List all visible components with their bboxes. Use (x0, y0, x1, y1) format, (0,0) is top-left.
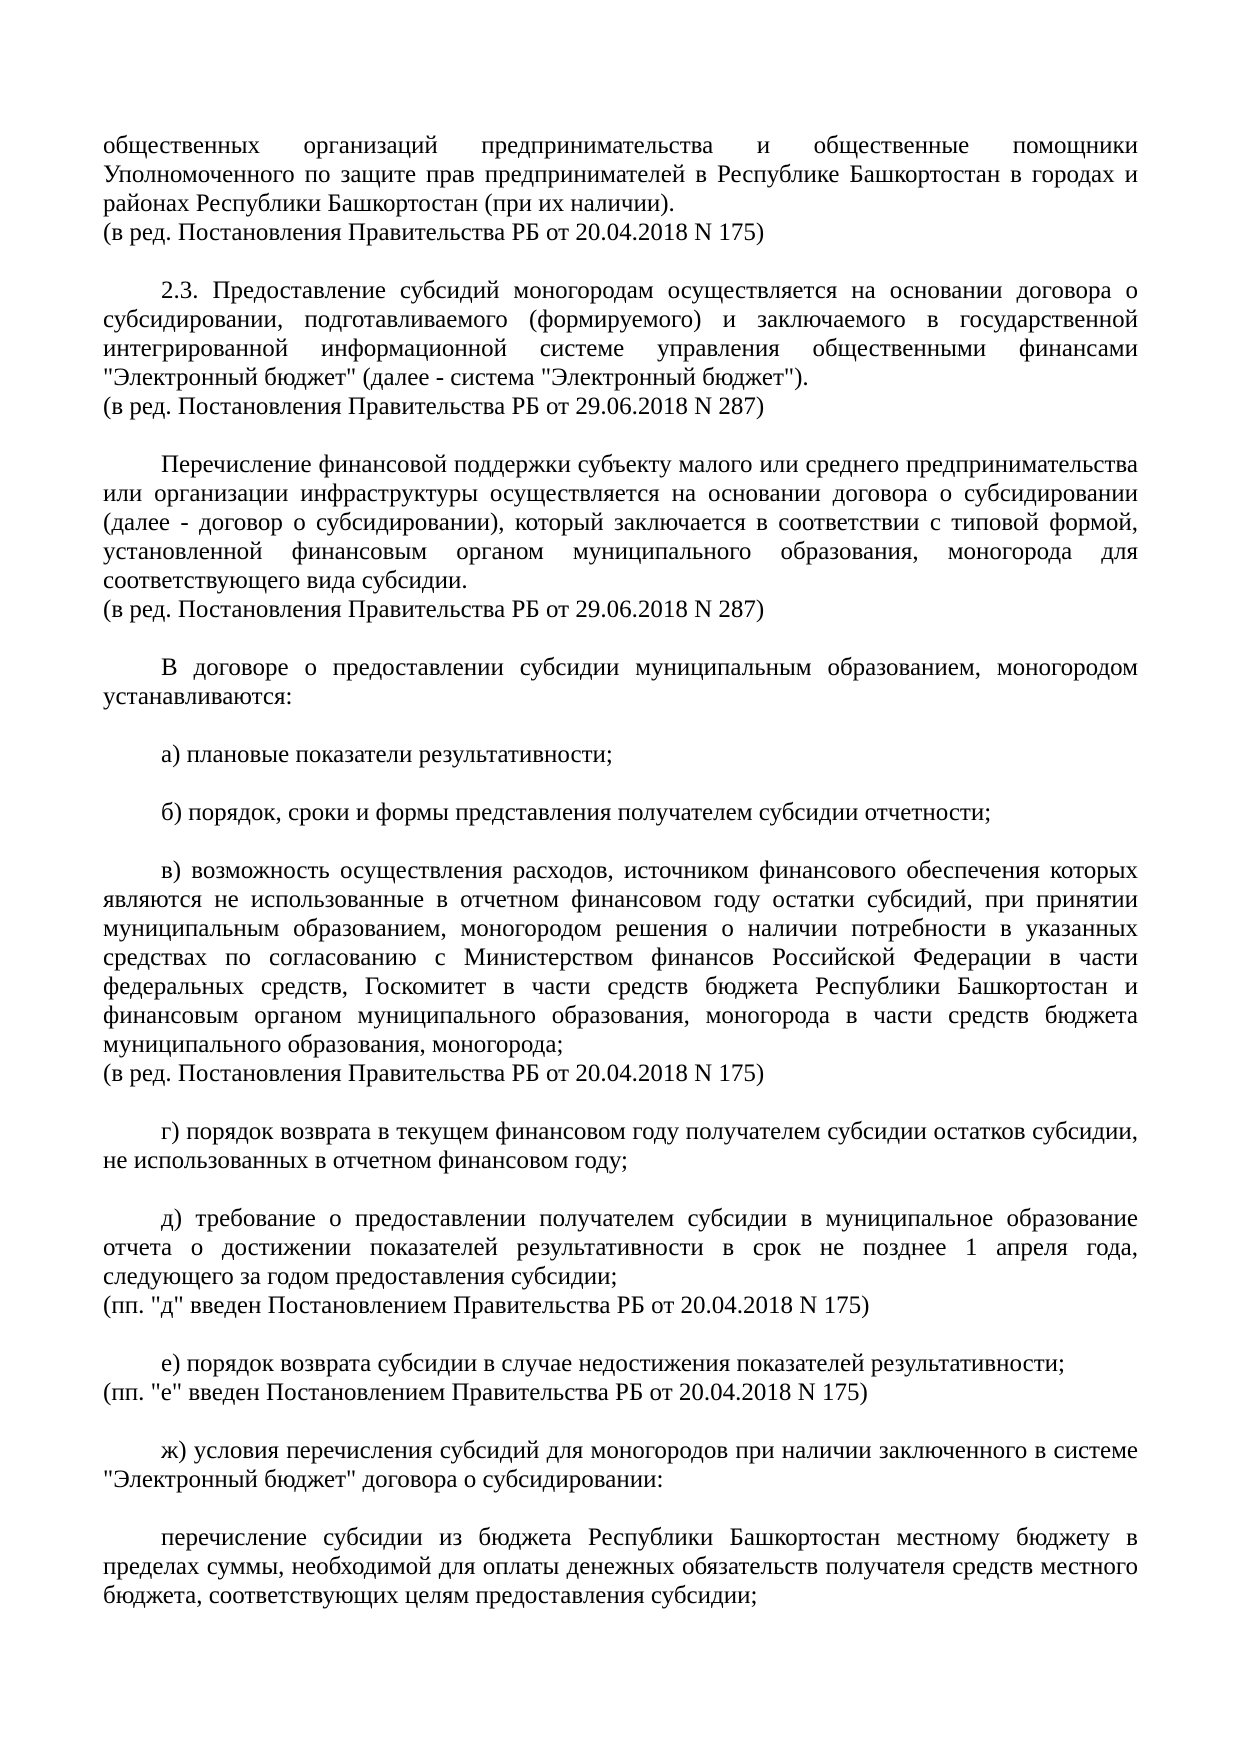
body-paragraph-item-b: б) порядок, сроки и формы представления получателем субсидии отчетности; (161, 799, 992, 826)
paragraph-block-item-d (103, 1204, 1138, 1320)
paragraph-block-transfer (103, 450, 1138, 624)
body-paragraph-transfer-local: перечисление субсидии из бюджета Республики Башкортостан местному бюджету в пределах суммы, необходимой для оплаты денежных обязательств получателя средств местного бюджета, соответствующих целям предоставления субсидии; (103, 1524, 1138, 1609)
amendment-note-3: (в ред. Постановления Правительства РБ от 29.06.2018 N 287) (103, 596, 765, 623)
body-paragraph-item-d: д) требование о предоставлении получателем субсидии в муниципальное образование отчета о достижении показателей результативности в срок не позднее 1 апреля года, следующего за годом предоставления субсидии; (103, 1205, 1138, 1290)
body-paragraph-clause-2-3: 2.3. Предоставление субсидий моногородам осуществляется на основании договора о субсидировании, подготавливаемого (формируемого) и заключаемого в государственной интегрированной информационной системе управления общественными финансами "Электронный бюджет" (далее - система "Электронный бюджет"). (103, 277, 1138, 391)
paragraph-block-contract-intro (103, 653, 1138, 711)
paragraph-block-transfer-local (103, 1523, 1138, 1610)
body-paragraph-continued: общественных организаций предпринимательства и общественные помощники Уполномоченного по защите прав предпринимателей в Республике Башкортостан в городах и районах Республики Башкортостан (при их наличии). (103, 132, 1138, 217)
body-paragraph-item-a: а) плановые показатели результативности; (161, 741, 613, 768)
body-paragraph-contract-intro: В договоре о предоставлении субсидии муниципальным образованием, моногородом устанавливаются: (103, 654, 1138, 710)
paragraph-block-item-b (103, 798, 1138, 827)
body-paragraph-transfer: Перечисление финансовой поддержки субъекту малого или среднего предпринимательства или организации инфраструктуры осуществляется на основании договора о субсидировании (далее - договор о субсидировании), который заключается в соответствии с типовой формой, установленной финансовым органом муниципального образования, моногорода для соответствующего вида субсидии. (103, 451, 1138, 594)
body-paragraph-item-zh: ж) условия перечисления субсидий для моногородов при наличии заключенного в системе "Электронный бюджет" договора о субсидировании: (103, 1437, 1138, 1493)
paragraph-block-item-e (103, 1349, 1138, 1407)
amendment-note-1: (в ред. Постановления Правительства РБ от 20.04.2018 N 175) (103, 219, 765, 246)
paragraph-block-clause-2-3 (103, 276, 1138, 421)
paragraph-block-item-zh (103, 1436, 1138, 1494)
body-paragraph-item-g: г) порядок возврата в текущем финансовом году получателем субсидии остатков субсидии, не использованных в отчетном финансовом году; (103, 1118, 1138, 1174)
body-paragraph-item-e: е) порядок возврата субсидии в случае недостижения показателей результативности; (161, 1350, 1065, 1377)
paragraph-block-item-g (103, 1117, 1138, 1175)
paragraph-block-continued (103, 131, 1138, 247)
amendment-note-2: (в ред. Постановления Правительства РБ от 29.06.2018 N 287) (103, 393, 765, 420)
body-paragraph-item-v: в) возможность осуществления расходов, источником финансового обеспечения которых являются не использованные в отчетном финансовом году остатки субсидий, при принятии муниципальным образованием, моногородом решения о наличии потребности в указанных средствах по согласованию с Министерством финансов Российской Федерации в части федеральных средств, Госкомитет в части средств бюджета Республики Башкортостан и финансовым органом муниципального образования, моногорода в части средств бюджета муниципального образования, моногорода; (103, 857, 1138, 1058)
amendment-note-5: (пп. "д" введен Постановлением Правительства РБ от 20.04.2018 N 175) (103, 1292, 870, 1319)
amendment-note-4: (в ред. Постановления Правительства РБ от 20.04.2018 N 175) (103, 1060, 765, 1087)
paragraph-block-item-v (103, 856, 1138, 1088)
paragraph-block-item-a (103, 740, 1138, 769)
amendment-note-6: (пп. "е" введен Постановлением Правительства РБ от 20.04.2018 N 175) (103, 1379, 868, 1406)
